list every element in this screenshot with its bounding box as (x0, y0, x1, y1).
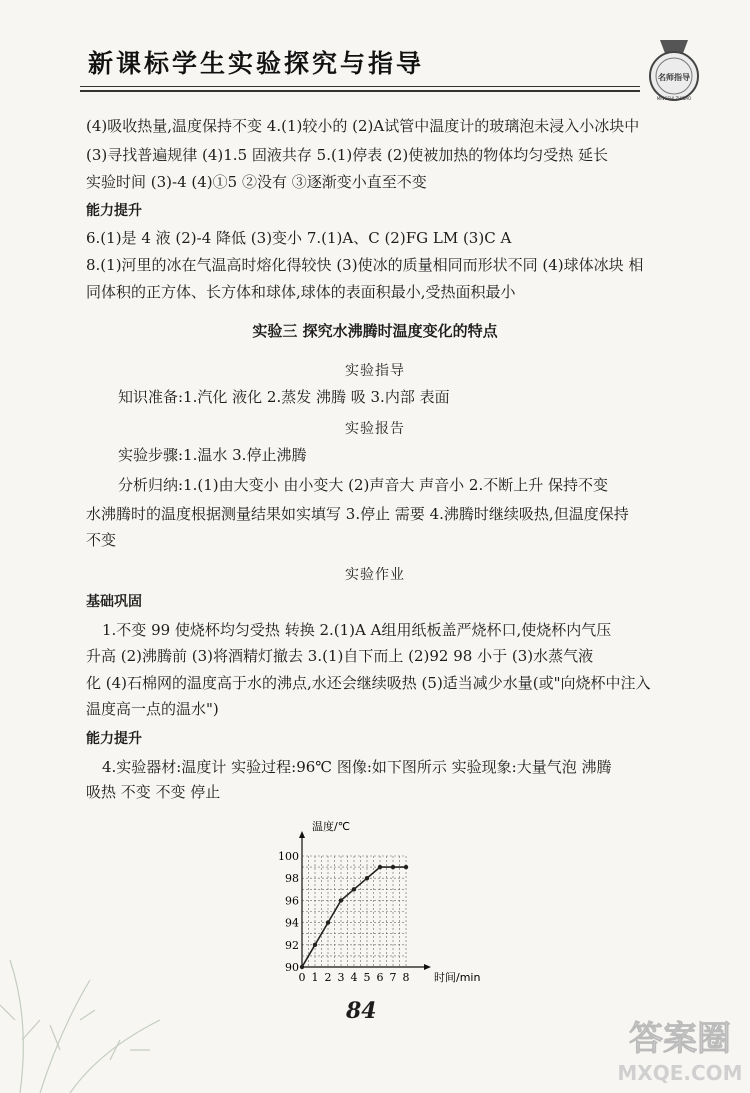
report-line-2: 分析归纳:1.(1)由大变小 由小变大 (2)声音大 声音小 2.不断上升 保持不变 (118, 476, 609, 494)
guide-title: 实验指导 (345, 363, 405, 379)
header-divider (80, 86, 640, 87)
answer-line-2: (3)寻找普遍规律 (4)1.5 固液共存 5.(1)停表 (2)使被加热的物体均匀受热 延长 (86, 146, 608, 164)
x-tick-label: 1 (311, 971, 319, 984)
data-point (365, 876, 369, 880)
report-line-3: 水沸腾时的温度根据测量结果如实填写 3.停止 需要 4.沸腾时继续吸热,但温度保持 (86, 505, 629, 523)
report-line-1: 实验步骤:1.温水 3.停止沸腾 (118, 446, 307, 464)
basic-line-1: 1.不变 99 使烧杯均匀受热 转换 2.(1)A A组用纸板盖严烧杯口,使烧杯内气压 (102, 621, 612, 639)
page-number: 84 (346, 998, 377, 1024)
basic-line-4: 温度高一点的温水") (86, 700, 219, 718)
report-line-4: 不变 (86, 531, 117, 549)
mingshi-logo (638, 36, 710, 108)
logo-subtext: MINGSHI ZHIDAO (656, 96, 692, 101)
section-title: 实验三 探究水沸腾时温度变化的特点 (252, 322, 498, 340)
watermark-sub: MXQE.COM (617, 1061, 743, 1085)
y-tick-label: 96 (285, 894, 299, 908)
y-tick-label: 92 (285, 938, 299, 952)
ability2-line-1: 4.实验器材:温度计 实验过程:96℃ 图像:如下图所示 实验现象:大量气泡 沸腾 (102, 758, 612, 776)
plant-decoration-icon (0, 900, 200, 1093)
y-axis-label: 温度/℃ (312, 820, 351, 833)
y-tick-label: 98 (285, 872, 299, 886)
y-axis-arrow (299, 831, 305, 838)
x-axis-arrow (424, 964, 431, 970)
ability-line-1: 6.(1)是 4 液 (2)-4 降低 (3)变小 7.(1)A、C (2)FG LM (3)C A (86, 229, 512, 247)
y-tick-label: 90 (285, 961, 299, 974)
x-tick-label: 4 (350, 971, 358, 984)
basic-line-2: 升高 (2)沸腾前 (3)将酒精灯撤去 3.(1)自下而上 (2)92 98 小于 (3)水蒸气液 (86, 647, 594, 665)
header-divider-thick (80, 90, 640, 92)
guide-line: 知识准备:1.汽化 液化 2.蒸发 沸腾 吸 3.内部 表面 (118, 388, 450, 406)
basic-line-3: 化 (4)石棉网的温度高于水的沸点,水还会继续吸热 (5)适当减少水量(或"向烧杯中注入 (86, 674, 651, 692)
homework-title: 实验作业 (345, 567, 405, 583)
x-tick-label: 8 (402, 971, 410, 984)
ability-line-3: 同体积的正方体、长方体和球体,球体的表面积最小,受热面积最小 (86, 283, 516, 301)
watermark-main: 答案圈 (629, 1019, 731, 1059)
answer-line-1: (4)吸收热量,温度保持不变 4.(1)较小的 (2)A试管中温度计的玻璃泡未浸入小冰块中 (86, 117, 640, 135)
data-point (300, 965, 304, 969)
report-title: 实验报告 (345, 421, 405, 437)
ability-line-2: 8.(1)河里的冰在气温高时熔化得较快 (3)使冰的质量相同而形状不同 (4)球体冰块 相 (86, 256, 644, 274)
y-tick-label: 94 (285, 916, 299, 930)
data-point (378, 865, 382, 869)
data-point (339, 898, 343, 902)
y-tick-label: 100 (278, 850, 299, 863)
page-header-title: 新课标学生实验探究与指导 (88, 49, 425, 78)
heading-ability-1: 能力提升 (86, 203, 142, 219)
x-tick-label: 7 (389, 971, 397, 984)
heading-basic: 基础巩固 (86, 594, 142, 610)
x-tick-label: 5 (363, 971, 371, 984)
heading-ability-2: 能力提升 (86, 731, 142, 747)
temperature-time-chart (270, 800, 530, 990)
data-point (326, 920, 330, 924)
logo-text: 名师指导 (658, 73, 690, 82)
x-tick-label: 3 (337, 971, 345, 984)
x-axis-label: 时间/min (434, 971, 481, 984)
ability2-line-2: 吸热 不变 不变 停止 (86, 783, 221, 801)
answer-line-3: 实验时间 (3)-4 (4)①5 ②没有 ③逐渐变小直至不变 (86, 173, 427, 191)
data-point (313, 943, 317, 947)
x-tick-label: 6 (376, 971, 384, 984)
data-point (404, 865, 408, 869)
data-point (391, 865, 395, 869)
x-tick-label: 0 (298, 971, 306, 984)
watermark-logo (610, 1000, 750, 1093)
data-point (352, 887, 356, 891)
x-tick-label: 2 (324, 971, 332, 984)
